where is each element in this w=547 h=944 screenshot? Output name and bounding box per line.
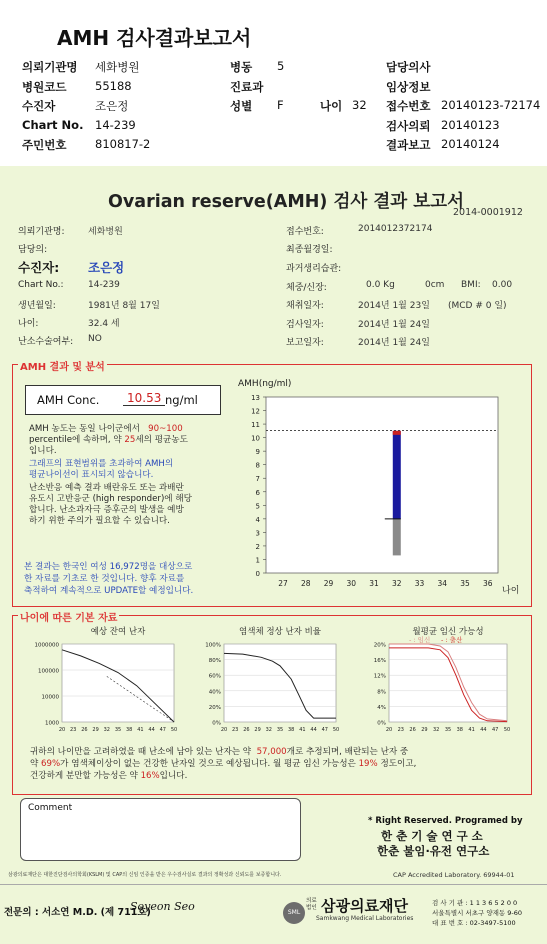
amh-conc-value: 10.53: [123, 391, 165, 406]
mini-legend-2: - : 출산: [441, 636, 463, 644]
inner-title: Ovarian reserve(AMH) 검사 결과 보고서: [108, 192, 464, 212]
mini-ytick-label: 1000000: [34, 642, 59, 649]
amh-patient-mark: [393, 431, 401, 435]
mini-ytick-label: 1000: [45, 720, 59, 727]
inner-patient-value: 조은정: [88, 260, 125, 275]
mini-xtick-label: 50: [332, 727, 340, 733]
amh-basis-2: 한 자료를 기초로 한 것입니다. 향후 자료를: [24, 574, 185, 584]
mini-ytick-label: 0%: [212, 720, 221, 727]
mini-xtick-label: 32: [433, 727, 440, 733]
mini-xtick-label: 38: [456, 727, 463, 733]
inner-birth-value: 1981년 8월 17일: [88, 301, 160, 311]
amh-text-2: [29, 435, 188, 447]
hospital-code-value: 55188: [95, 79, 132, 93]
mini-xtick-label: 44: [148, 727, 155, 733]
inner-surgery-label: 난소수술여부:: [18, 337, 74, 347]
mini-xtick-label: 47: [321, 727, 328, 733]
inner-institution-value: 세화병원: [88, 227, 123, 237]
mini-xtick-label: 38: [288, 727, 295, 733]
ward-label: 병동: [230, 60, 253, 74]
inner-chart-label: Chart No.:: [18, 280, 64, 290]
mini-ytick-label: 100000: [38, 668, 59, 675]
sex-value: F: [277, 98, 284, 112]
amh-blue-2: 평균나이선이 표시되지 않습니다.: [29, 470, 154, 480]
inner-receipt-value: 2014012372174: [358, 224, 433, 234]
institute-1: 한 춘 기 술 연 구 소: [381, 829, 483, 843]
foundation-en: Samkwang Medical Laboratories: [316, 915, 414, 922]
institution-value: 세화병원: [95, 60, 140, 74]
height-value: 0cm: [425, 280, 445, 290]
birth-pct: 16%: [140, 771, 160, 781]
test-value: 2014년 1월 24일: [358, 320, 430, 330]
mini-chart-title: 예상 잔여 난자: [90, 627, 146, 637]
amh-xtick-label: 27: [278, 579, 288, 588]
mini-ytick-label: 12%: [373, 673, 386, 680]
amh-text-3: 입니다.: [29, 446, 57, 456]
address: 서울특별시 서초구 양재동 9-60: [432, 909, 523, 917]
inner-age-value: 32.4 세: [88, 319, 120, 329]
weight-value: 0.0 Kg: [366, 280, 395, 290]
amh-ytick-label: 10: [251, 434, 260, 443]
inner-age-label: 나이:: [18, 319, 39, 329]
mini-ytick-label: 100%: [205, 642, 221, 649]
report-title: AMH 검사결과보고서: [57, 26, 252, 50]
specialist: 전문의 : 서소연 M.D. (제 711호): [4, 907, 151, 918]
mini-ytick-label: 80%: [208, 658, 221, 665]
report-label: 보고일자:: [286, 338, 324, 348]
amh-xtick-label: 30: [346, 579, 357, 588]
amh-ytick-label: 3: [255, 529, 260, 538]
mini-ytick-label: 60%: [208, 673, 221, 680]
mini-xtick-label: 41: [468, 727, 475, 733]
age-summary-3: [30, 771, 187, 783]
age-s1: 귀하의 나이만을 고려하였을 때 난소에 남아 있는 난자는 약: [30, 747, 252, 757]
amh-xtick-label: 35: [460, 579, 470, 588]
normal-pct: 69%: [41, 759, 61, 769]
inner-surgery-value: NO: [88, 334, 102, 344]
amh-xlabel: 나이: [502, 586, 520, 596]
bmi-label: BMI:: [461, 280, 481, 290]
preg-pct: 19%: [358, 759, 378, 769]
amh-bar-lower: [393, 519, 401, 556]
mini-xtick-label: 50: [170, 727, 178, 733]
mini-ytick-label: 20%: [373, 642, 386, 649]
mini-ytick-label: 16%: [373, 658, 386, 665]
amh-basis-3: 축적하여 계속적으로 UPDATE할 예정입니다.: [24, 586, 194, 596]
amh-xtick-label: 32: [392, 579, 402, 588]
bmi-value: 0.00: [492, 280, 513, 290]
mini-ytick-label: 40%: [208, 689, 221, 696]
age-s2: 개로 추정되며, 배란되는 난자 중: [286, 747, 409, 757]
collect-label: 채취일자:: [286, 301, 324, 311]
cap-text: CAP Accredited Laboratory. 69944-01: [393, 871, 515, 879]
mini-ytick-label: 8%: [377, 689, 386, 696]
amh-t2: percentile에 속하며, 약: [29, 435, 122, 445]
report-value: 2014년 1월 24일: [358, 338, 430, 348]
inner-doctor-label: 담당의:: [18, 245, 48, 255]
age-s4: 가 염색체이상이 없는 건강한 난자일 것으로 예상됩니다. 월 평균 임신 가능성은: [60, 759, 356, 769]
age-s3: 약: [30, 759, 39, 769]
mini-plot-area: [389, 644, 507, 722]
amh-t1: AMH 농도는 동일 나이군에서: [29, 424, 140, 434]
age-s7: 입니다.: [159, 771, 188, 781]
mini-xtick-label: 26: [243, 727, 250, 733]
amh-chart: [228, 373, 528, 603]
mini-ytick-label: 20%: [208, 704, 221, 711]
mini-xtick-label: 23: [232, 727, 239, 733]
mini-xtick-label: 35: [114, 727, 122, 733]
receipt-label: 접수번호: [386, 99, 431, 113]
mini-xtick-label: 29: [254, 727, 261, 733]
mini-xtick-label: 35: [276, 727, 284, 733]
mini-ytick-label: 4%: [377, 704, 386, 711]
mini-legend-1: - : 임신: [409, 636, 431, 644]
age-summary-1: [30, 747, 408, 759]
amh-xtick-label: 29: [323, 579, 334, 588]
mini-xtick-label: 38: [126, 727, 133, 733]
amh-ytick-label: 2: [255, 542, 260, 551]
foundation-logo: SML: [283, 902, 305, 924]
doctor-label: 담당의사: [386, 60, 431, 74]
lab-code: 검 사 기 관 : 1 1 3 6 5 2 0 0: [432, 899, 518, 907]
age-s5: 정도이고,: [380, 759, 417, 769]
amh-xtick-label: 31: [369, 579, 379, 588]
foundation-prefix: 의료법인: [306, 898, 317, 911]
amh-note-4: 하기 위한 주의가 필요할 수 있습니다.: [29, 516, 170, 526]
mini-chart-title: 월평균 임신 가능성: [412, 627, 484, 637]
rights-text: * Right Reserved. Programed by: [368, 816, 523, 826]
mini-xtick-label: 41: [137, 727, 144, 733]
patient-label: 수진자: [22, 99, 56, 113]
dept-label: 진료과: [230, 80, 264, 94]
mini-xtick-label: 32: [103, 727, 110, 733]
amh-text-1: [29, 424, 183, 436]
mini-xtick-label: 23: [397, 727, 404, 733]
amh-ytick-label: 4: [255, 515, 260, 524]
mini-xtick-label: 47: [492, 727, 499, 733]
inner-birth-label: 생년월일:: [18, 301, 56, 311]
chart-label: Chart No.: [22, 118, 84, 132]
chart-value: 14-239: [95, 118, 136, 132]
request-value: 20140123: [441, 118, 500, 132]
signature: Soyeon Seo: [130, 900, 195, 913]
sex-label: 성별: [230, 99, 253, 113]
mini-xtick-label: 50: [503, 727, 511, 733]
weight-label: 체중/신장:: [286, 283, 327, 293]
mini-xtick-label: 26: [409, 727, 416, 733]
amh-ytick-label: 0: [255, 570, 260, 578]
mini-ytick-label: 10000: [41, 694, 59, 701]
amh-ytick-label: 7: [255, 475, 260, 484]
amh-blue-1: 그래프의 표현범위를 초과하여 AMH의: [29, 459, 174, 469]
amh-bar-upper: [393, 431, 401, 519]
inner-institution-label: 의뢰기관명:: [18, 227, 65, 237]
eggs-count: 57,000: [256, 747, 287, 757]
age-section-title: 나이에 따른 기본 자료: [18, 609, 119, 624]
doc-number: 2014-0001912: [453, 207, 523, 218]
mini-xtick-label: 44: [310, 727, 317, 733]
amh-conc-unit: ng/ml: [165, 393, 198, 407]
mini-xtick-label: 29: [421, 727, 428, 733]
amh-ytick-label: 12: [251, 407, 260, 416]
amh-ytick-label: 11: [251, 421, 260, 430]
mini-xtick-label: 26: [81, 727, 88, 733]
collect-value: 2014년 1월 23일: [358, 301, 430, 311]
mini-xtick-label: 20: [385, 727, 393, 733]
mcd-value: (MCD # 0 일): [448, 301, 507, 311]
amh-ylabel: AMH(ng/ml): [238, 379, 292, 389]
clinical-label: 임상정보: [386, 80, 431, 94]
mini-xtick-label: 29: [92, 727, 99, 733]
footer-divider: [0, 884, 547, 885]
amh-ytick-label: 8: [255, 461, 260, 470]
patient-value: 조은정: [95, 99, 129, 113]
mini-ytick-label: 0%: [377, 720, 386, 727]
amh-age-equivalent: 25: [124, 435, 136, 445]
mini-xtick-label: 20: [58, 727, 66, 733]
amh-ytick-label: 1: [255, 556, 260, 565]
phone: 대 표 번 호 : 02-3497-5100: [432, 919, 516, 927]
ward-value: 5: [277, 59, 285, 73]
institute-2: 한춘 불임·유전 연구소: [377, 844, 490, 858]
amh-xtick-label: 33: [414, 579, 425, 588]
amh-xtick-label: 36: [482, 579, 493, 588]
last-period-label: 최종월경일:: [286, 245, 333, 255]
inner-receipt-label: 접수번호:: [286, 227, 324, 237]
amh-ytick-label: 13: [251, 394, 260, 402]
amh-xtick-label: 28: [301, 579, 311, 588]
mini-xtick-label: 44: [480, 727, 487, 733]
id-label: 주민번호: [22, 138, 67, 152]
result-label: 결과보고: [386, 138, 431, 152]
amh-note-3: 합니다. 난소과자극 증후군의 발생을 예방: [29, 505, 184, 515]
id-value: 810817-2: [95, 137, 151, 151]
inner-patient-label: 수진자:: [18, 260, 60, 275]
amh-percentile: 90~100: [148, 424, 183, 434]
age-value: 32: [352, 98, 367, 112]
amh-section-title: AMH 결과 및 분석: [18, 358, 107, 373]
amh-note-2: 유도시 고반응군 (high responder)에 해당: [29, 494, 192, 504]
test-label: 검사일자:: [286, 320, 324, 330]
inner-chart-value: 14-239: [88, 280, 120, 290]
mini-xtick-label: 47: [159, 727, 166, 733]
request-label: 검사의뢰: [386, 119, 431, 133]
history-label: 과거생리습관:: [286, 264, 342, 274]
mini-plot-area: [224, 644, 336, 722]
age-s6: 건강하게 분만할 가능성은 약: [30, 771, 138, 781]
amh-t3: 세의 평균농도: [135, 435, 188, 445]
footer-note: 삼광의료재단은 대한진단검사의학회(KSLM) 및 CAP의 신임 인증을 받은 우수검사실로 결과의 정확성과 신뢰도를 보증합니다.: [8, 872, 282, 878]
mini-xtick-label: 32: [265, 727, 272, 733]
mini-xtick-label: 23: [70, 727, 77, 733]
institution-label: 의뢰기관명: [22, 60, 78, 74]
amh-conc-label: AMH Conc.: [37, 393, 100, 407]
age-summary-2: [30, 759, 416, 771]
mini-xtick-label: 20: [220, 727, 228, 733]
mini-xtick-label: 41: [299, 727, 306, 733]
mini-xtick-label: 35: [444, 727, 452, 733]
mini-chart-title: 염색체 정상 난자 비율: [238, 627, 322, 637]
amh-xtick-label: 34: [437, 579, 448, 588]
foundation-name: 삼광의료재단: [321, 897, 408, 915]
amh-note-1: 난소반응 예측 결과 배란유도 또는 과배란: [29, 483, 184, 493]
mini-charts: [14, 622, 530, 740]
amh-basis-1: 본 결과는 한국인 여성 16,972명을 대상으로: [24, 562, 193, 572]
hospital-code-label: 병원코드: [22, 80, 67, 94]
amh-ytick-label: 6: [255, 488, 260, 497]
amh-plot-area: [266, 397, 498, 573]
result-value: 20140124: [441, 137, 500, 151]
receipt-value: 20140123-72174: [441, 98, 541, 112]
age-label: 나이: [320, 99, 343, 113]
amh-ytick-label: 5: [255, 502, 260, 511]
comment-label: Comment: [28, 803, 73, 813]
amh-ytick-label: 9: [255, 448, 260, 457]
